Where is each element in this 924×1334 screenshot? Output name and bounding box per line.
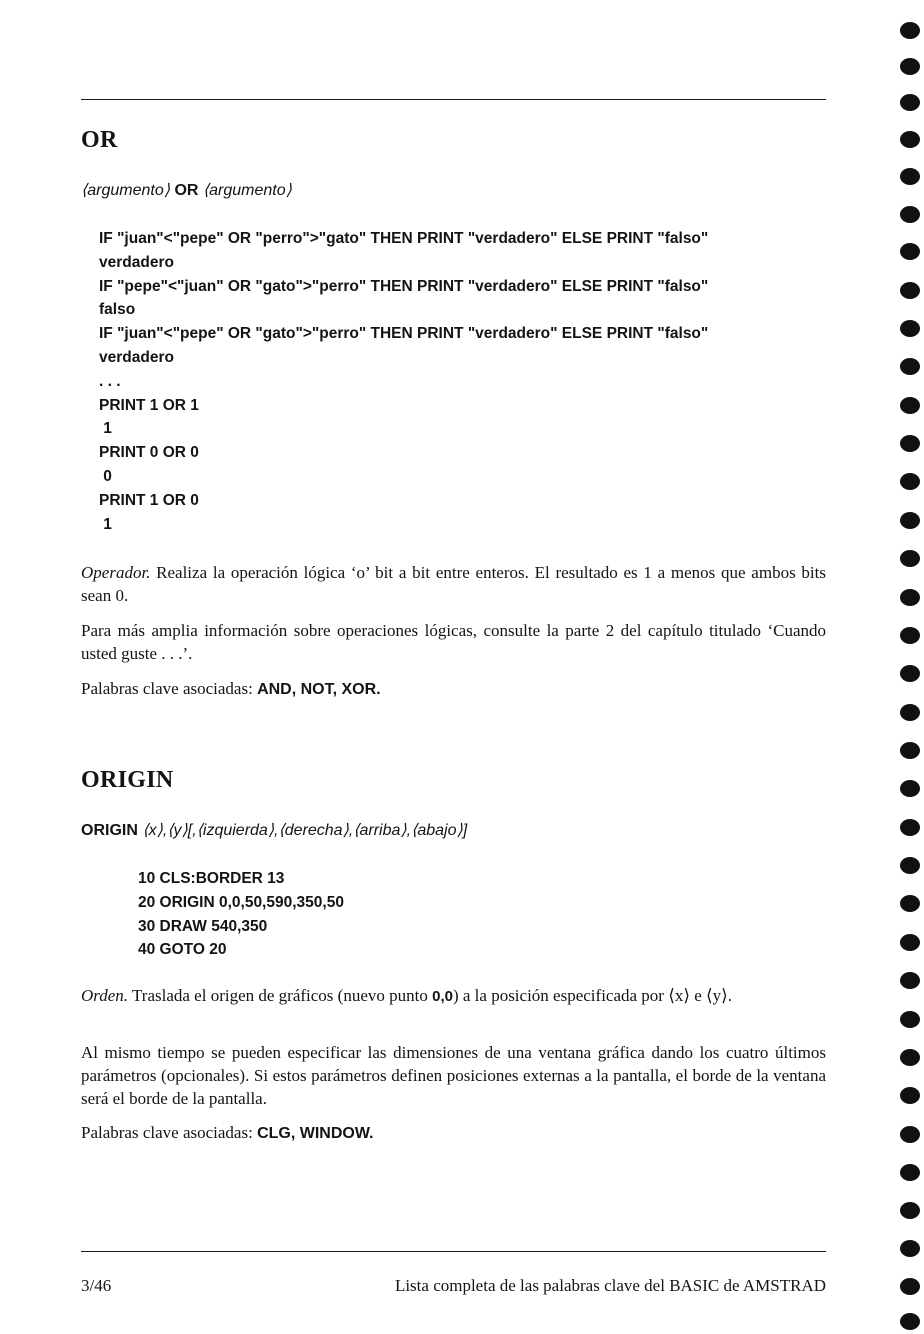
- binder-hole: [900, 131, 920, 148]
- binder-hole: [900, 934, 920, 951]
- top-rule: [81, 99, 826, 100]
- binder-hole: [900, 94, 920, 111]
- code-line: 1: [99, 420, 112, 438]
- code-line: falso: [99, 301, 136, 319]
- binder-hole: [900, 358, 920, 375]
- code-line: 20 ORIGIN 0,0,50,590,350,50: [138, 893, 344, 911]
- binder-hole: [900, 397, 920, 414]
- code-line: 30 DRAW 540,350: [138, 917, 268, 935]
- or-keywords-label: Palabras clave asociadas:: [81, 679, 258, 698]
- code-line: verdadero: [99, 348, 174, 366]
- code-line: 0: [99, 467, 112, 485]
- binder-hole: [900, 1278, 920, 1295]
- footer-page-number: 3/46: [81, 1276, 112, 1295]
- code-line: 1: [99, 515, 112, 533]
- or-code-block: [99, 227, 708, 536]
- origin-more-info: Al mismo tiempo se pueden especificar las dimensiones de una ventana gráfica dando los cuatro últimos parámetros (opcionales). Si estos parámetros definen posiciones externas a la pantalla, el borde de la ventana será el borde de la pantalla.: [81, 1043, 826, 1108]
- code-line: 40 GOTO 20: [138, 941, 227, 959]
- code-line: IF "juan"<"pepe" OR "gato">"perro" THEN PRINT "verdadero" ELSE PRINT "falso": [99, 325, 709, 343]
- or-syntax-op: OR: [174, 182, 199, 199]
- origin-syntax-args: ⟨x⟩,⟨y⟩[,⟨izquierda⟩,⟨derecha⟩,⟨arriba⟩,⟨abajo⟩]: [137, 822, 468, 839]
- code-line: IF "juan"<"pepe" OR "perro">"gato" THEN PRINT "verdadero" ELSE PRINT "falso": [99, 230, 709, 247]
- or-description: [81, 561, 826, 607]
- or-syntax-arg2: ⟨argumento⟩: [202, 182, 292, 199]
- binder-hole: [900, 1240, 920, 1257]
- binder-hole: [900, 1011, 920, 1028]
- code-line: . . .: [99, 372, 121, 390]
- binder-hole: [900, 243, 920, 260]
- origin-keywords-label: Palabras clave asociadas:: [81, 1123, 258, 1142]
- footer-title: Lista completa de las palabras clave del BASIC de AMSTRAD: [394, 1276, 826, 1295]
- binder-hole: [900, 704, 920, 721]
- binder-hole: [900, 206, 920, 223]
- binder-hole: [900, 780, 920, 797]
- binder-hole: [900, 282, 920, 299]
- or-more-info: Para más amplia información sobre operaciones lógicas, consulte la parte 2 del capítulo titulado ‘Cuando usted guste . . .’.: [81, 621, 826, 663]
- binder-hole: [900, 512, 920, 529]
- code-line: verdadero: [99, 253, 174, 271]
- binder-hole: [900, 1313, 920, 1330]
- binder-hole: [900, 168, 920, 185]
- origin-code-block: [138, 867, 344, 962]
- binder-hole: [900, 22, 920, 39]
- code-line: 10 CLS:BORDER 13: [138, 870, 285, 887]
- binder-hole: [900, 627, 920, 644]
- binder-hole: [900, 895, 920, 912]
- code-line: PRINT 1 OR 0: [99, 491, 199, 509]
- binder-hole: [900, 819, 920, 836]
- origin-syntax-keyword: ORIGIN: [81, 822, 138, 839]
- origin-desc-bold: 0,0: [432, 988, 453, 1005]
- binder-hole: [900, 1202, 920, 1219]
- origin-desc-part1: Traslada el origen de gráficos (nuevo punto: [128, 986, 433, 1005]
- binder-holes: [896, 0, 920, 1334]
- or-syntax: [81, 180, 292, 200]
- binder-hole: [900, 1087, 920, 1104]
- binder-hole: [900, 550, 920, 567]
- or-desc-text: Realiza la operación lógica ‘o’ bit a bit entre enteros. El resultado es 1 a menos que ambos bits sean 0.: [81, 563, 826, 605]
- or-desc-type: Operador.: [81, 563, 151, 582]
- origin-description: [81, 984, 826, 1008]
- binder-hole: [900, 665, 920, 682]
- bottom-rule: [81, 1251, 826, 1252]
- binder-hole: [900, 435, 920, 452]
- origin-desc-part2: ) a la posición especificada por ⟨x⟩ e ⟨y⟩.: [452, 986, 733, 1005]
- binder-hole: [900, 320, 920, 337]
- origin-desc-type: Orden.: [81, 986, 129, 1005]
- binder-hole: [900, 1049, 920, 1066]
- binder-hole: [900, 473, 920, 490]
- or-heading: OR: [81, 127, 118, 153]
- binder-hole: [900, 1126, 920, 1143]
- code-line: IF "pepe"<"juan" OR "gato">"perro" THEN PRINT "verdadero" ELSE PRINT "falso": [99, 277, 709, 295]
- origin-keywords: [81, 1121, 826, 1145]
- or-keywords: [81, 677, 826, 701]
- origin-heading: ORIGIN: [81, 767, 174, 793]
- binder-hole: [900, 742, 920, 759]
- or-syntax-arg1: ⟨argumento⟩: [81, 182, 170, 199]
- binder-hole: [900, 857, 920, 874]
- binder-hole: [900, 58, 920, 75]
- code-line: PRINT 1 OR 1: [99, 396, 199, 414]
- binder-hole: [900, 972, 920, 989]
- origin-syntax: [81, 820, 467, 840]
- binder-hole: [900, 589, 920, 606]
- binder-hole: [900, 1164, 920, 1181]
- origin-keywords-list: CLG, WINDOW.: [257, 1125, 374, 1142]
- code-line: PRINT 0 OR 0: [99, 444, 199, 462]
- or-keywords-list: AND, NOT, XOR.: [257, 681, 381, 698]
